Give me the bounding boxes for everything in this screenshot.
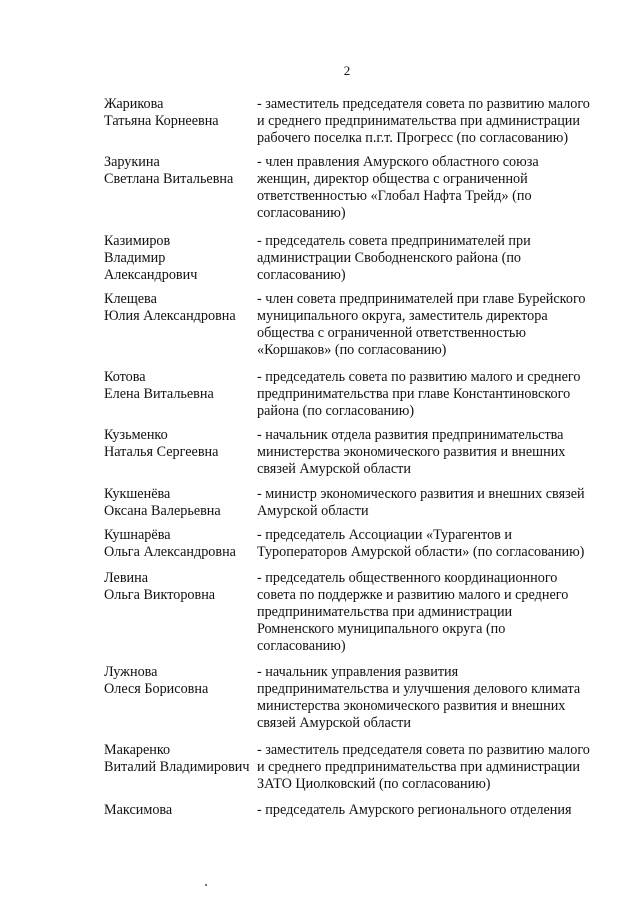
member-role-line: согласованию)	[257, 638, 346, 654]
member-role	[257, 486, 607, 520]
member-role-line: предпринимательства и улучшения делового климата	[257, 681, 581, 697]
member-role-line: ЗАТО Циолковский (по согласованию)	[257, 776, 491, 792]
member-name-line: Наталья Сергеевна	[104, 444, 219, 460]
member-role-line: министерства экономического развития и внешних	[257, 444, 566, 460]
page-number: 2	[343, 63, 351, 78]
member-name	[104, 369, 254, 403]
member-name-line: Лужнова	[104, 664, 158, 680]
member-role	[257, 96, 607, 147]
member-role-line: согласованию)	[257, 205, 346, 221]
member-name-line: Юлия Александровна	[104, 308, 236, 324]
member-role-line: предпринимательства при главе Константиновского	[257, 386, 571, 402]
member-name-line: Татьяна Корнеевна	[104, 113, 219, 129]
member-role-line: - член совета предпринимателей при главе Бурейского	[257, 291, 586, 307]
member-role-line: - министр экономического развития и внешних связей	[257, 486, 585, 502]
member-role	[257, 369, 607, 420]
member-role-line: связей Амурской области	[257, 461, 411, 477]
member-role	[257, 742, 607, 793]
member-role-line: ответственностью «Глобал Нафта Трейд» (по	[257, 188, 532, 204]
member-role-line: - начальник отдела развития предпринимательства	[257, 427, 564, 443]
member-role-line: согласованию)	[257, 267, 346, 283]
member-role-line: совета по поддержке и развитию малого и среднего	[257, 587, 569, 603]
member-name-line: Кукшенёва	[104, 486, 171, 502]
member-name	[104, 570, 254, 604]
member-name	[104, 96, 254, 130]
member-role-line: предпринимательства при администрации	[257, 604, 513, 620]
member-role-line: администрации Свободненского района (по	[257, 250, 522, 266]
member-name-line: Максимова	[104, 802, 173, 818]
member-name-line: Ольга Александровна	[104, 544, 236, 560]
member-name-line: Владимир	[104, 250, 166, 266]
scan-speck	[205, 884, 207, 886]
member-name	[104, 486, 254, 520]
member-role	[257, 802, 607, 819]
member-role	[257, 664, 607, 732]
member-role-line: - заместитель председателя совета по развитию малого	[257, 742, 590, 758]
member-name	[104, 742, 254, 776]
member-name-line: Казимиров	[104, 233, 171, 249]
member-role	[257, 570, 607, 655]
member-role-line: - начальник управления развития	[257, 664, 459, 680]
member-name-line: Светлана Витальевна	[104, 171, 234, 187]
member-role-line: женщин, директор общества с ограниченной	[257, 171, 528, 187]
member-role-line: - член правления Амурского областного союза	[257, 154, 539, 170]
member-name-line: Котова	[104, 369, 146, 385]
member-role	[257, 154, 607, 222]
member-name-line: Виталий Владимирович	[104, 759, 250, 775]
member-name	[104, 427, 254, 461]
member-name	[104, 802, 254, 819]
member-name-line: Оксана Валерьевна	[104, 503, 221, 519]
member-role-line: и среднего предпринимательства при администрации	[257, 759, 580, 775]
member-name-line: Макаренко	[104, 742, 171, 758]
member-name	[104, 527, 254, 561]
member-role-line: и среднего предпринимательства при администрации	[257, 113, 580, 129]
member-role-line: Туроператоров Амурской области» (по согласованию)	[257, 544, 585, 560]
member-role	[257, 427, 607, 478]
member-name	[104, 291, 254, 325]
member-role-line: муниципального округа, заместитель директора	[257, 308, 548, 324]
member-role-line: министерства экономического развития и внешних	[257, 698, 566, 714]
member-role-line: Амурской области	[257, 503, 369, 519]
member-role	[257, 527, 607, 561]
member-name-line: Жарикова	[104, 96, 164, 112]
member-name	[104, 664, 254, 698]
member-name-line: Кузьменко	[104, 427, 168, 443]
member-name-line: Александрович	[104, 267, 198, 283]
member-name	[104, 233, 254, 284]
member-role-line: связей Амурской области	[257, 715, 411, 731]
member-role-line: «Коршаков» (по согласованию)	[257, 342, 447, 358]
member-role-line: района (по согласованию)	[257, 403, 415, 419]
member-role	[257, 291, 607, 359]
member-role-line: - председатель общественного координационного	[257, 570, 558, 586]
member-name-line: Клещева	[104, 291, 157, 307]
member-role-line: - председатель совета по развитию малого и среднего	[257, 369, 581, 385]
member-role-line: - заместитель председателя совета по развитию малого	[257, 96, 590, 112]
member-name-line: Левина	[104, 570, 149, 586]
member-role-line: рабочего поселка п.г.т. Прогресс (по согласованию)	[257, 130, 569, 146]
member-name-line: Елена Витальевна	[104, 386, 214, 402]
member-role-line: Ромненского муниципального округа (по	[257, 621, 506, 637]
member-role-line: - председатель Ассоциации «Турагентов и	[257, 527, 512, 543]
member-name-line: Зарукина	[104, 154, 160, 170]
member-role	[257, 233, 607, 284]
member-name	[104, 154, 254, 188]
member-name-line: Кушнарёва	[104, 527, 171, 543]
member-name-line: Ольга Викторовна	[104, 587, 216, 603]
member-role-line: - председатель совета предпринимателей при	[257, 233, 531, 249]
member-role-line: общества с ограниченной ответственностью	[257, 325, 526, 341]
member-role-line: - председатель Амурского регионального отделения	[257, 802, 572, 818]
member-name-line: Олеся Борисовна	[104, 681, 209, 697]
